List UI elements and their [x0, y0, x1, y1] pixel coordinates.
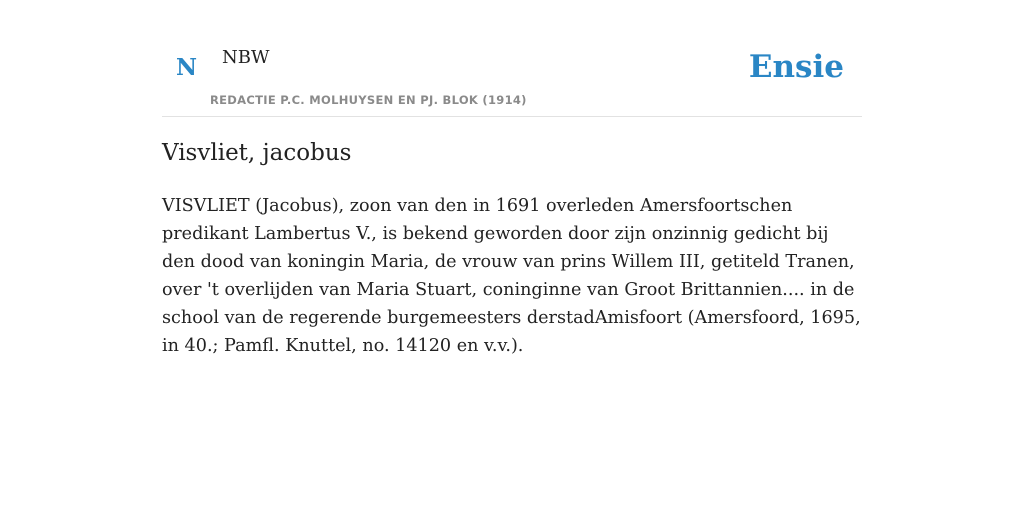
source-logo-link[interactable]: N [176, 54, 198, 81]
source-editors: REDACTIE P.C. MOLHUYSEN EN PJ. BLOK (1914) [210, 93, 527, 107]
article-body: VISVLIET (Jacobus), zoon van den in 1691 overleden Amersfoortschen predikant Lambertus V., is bekend geworden door zijn onzinnig gedicht bij den dood van koningin Maria, de vrouw van prins Willem III, getiteld Tranen, over 't overlijden van Maria Stuart, coninginne van Groot Brittannien.... in de school van de regerende burgemeesters derstadAmisfoort (Amersfoord, 1695, in 40.; Pamfl. Knuttel, no. 14120 en v.v.). [162, 196, 861, 356]
source-name: NBW [222, 47, 270, 68]
source-header [162, 0, 862, 117]
article-title: Visvliet, jacobus [162, 140, 352, 166]
site-logo-link[interactable]: Ensie [748, 49, 844, 85]
